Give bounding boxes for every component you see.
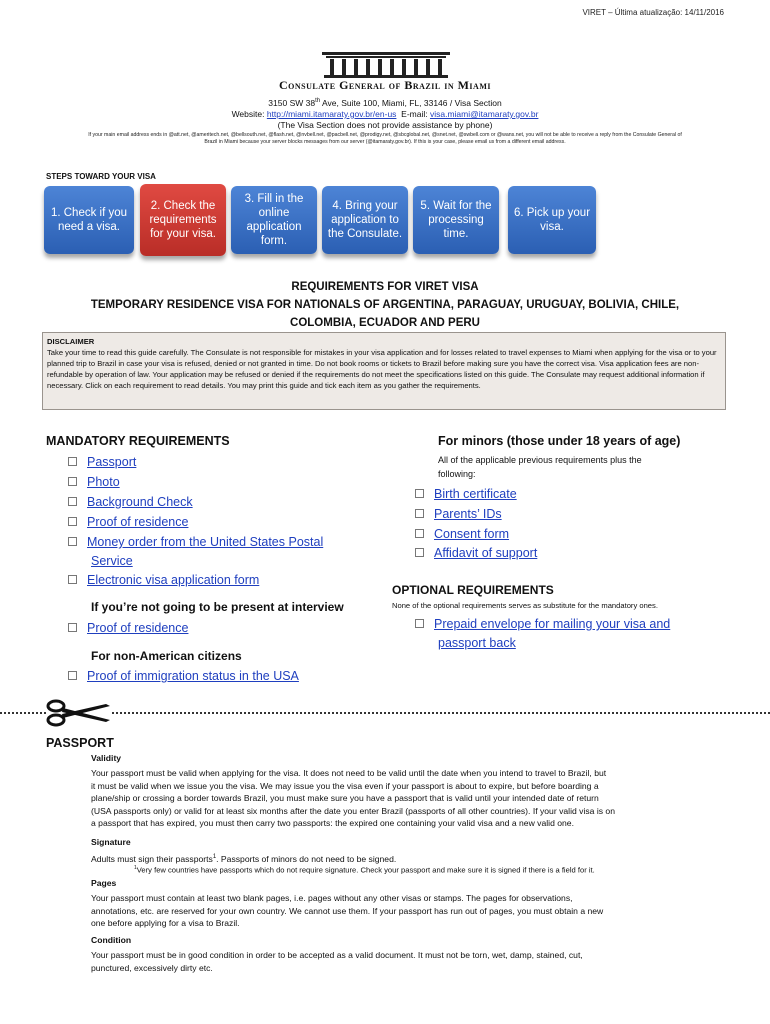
req-consent-link[interactable]: Consent form	[434, 527, 510, 541]
consulate-logo	[320, 50, 452, 80]
req-proof-residence-2[interactable]	[68, 619, 188, 638]
req-passport-link[interactable]: Passport	[87, 455, 137, 469]
condition-line: punctured, excessively dirty etc.	[91, 962, 213, 973]
email-link[interactable]: visa.miami@itamaraty.gov.br	[429, 108, 539, 119]
footnote-number: 1	[134, 865, 137, 871]
checkbox-icon[interactable]	[68, 537, 77, 546]
checkbox-icon[interactable]	[68, 671, 77, 680]
pages-line: one before applying for a visa to Brazil.	[91, 918, 240, 928]
validity-line: (USA passports only) or valid for at least six months after the date you enter Brazil (passports of all other countries). If your valid visa is on	[91, 805, 615, 816]
last-updated: VIRET – Última atualização: 14/11/2016	[582, 8, 724, 17]
validity-line: plane/ship or crossing a border towards Brazil, you must make sure you have a passport that is valid until your intended date of return	[91, 793, 599, 803]
req-background-link[interactable]: Background Check	[87, 495, 193, 509]
condition-line: Your passport must be in good condition in order to be accepted as a valid document. It must not be torn, wet, damp, stained, cut,	[91, 950, 583, 960]
email-warning	[40, 132, 730, 146]
pages-line: annotations, etc. are reserved for your own country. We cannot use them. If your passport has run out of pages, you must obtain a new	[91, 905, 604, 916]
signature-rest: . Passports of minors do not need to be signed.	[216, 853, 397, 864]
step-4-label: 4. Bring your application to the Consulate.	[327, 200, 403, 240]
requirements-title: REQUIREMENTS FOR VIRET VISA	[291, 281, 479, 293]
footnote-ref: 1	[212, 854, 217, 860]
consulate-title: Consulate General of Brazil in Miami	[279, 78, 491, 92]
req-proof-residence[interactable]	[68, 513, 188, 532]
req-photo-link[interactable]: Photo	[87, 475, 120, 489]
checkbox-icon[interactable]	[415, 619, 424, 628]
minors-intro-1: All of the applicable previous requirements plus the	[438, 455, 642, 465]
req-affidavit[interactable]	[415, 544, 537, 563]
step-3-label: 3. Fill in the online application form.	[244, 193, 304, 247]
checkbox-icon[interactable]	[415, 548, 424, 557]
req-parents-ids[interactable]	[415, 505, 502, 524]
checkbox-icon[interactable]	[68, 517, 77, 526]
req-consent-form[interactable]	[415, 525, 509, 544]
checkbox-icon[interactable]	[68, 575, 77, 584]
minors-intro-2: following:	[438, 469, 476, 479]
step-1-label: 1. Check if you need a visa.	[50, 207, 128, 233]
disclaimer-text: Take your time to read this guide carefully. The Consulate is not responsible for mistakes in your visa application and for losses related to travel expenses to Miami when applying for the visa or to your planned trip to Brazil in case your visa is refused, denied or not granted in time. Do not book rooms or tickets to Brazil before making sure you have the correct visa. Visa application fees are non-refundable by operation of law. Your application may be refused or denied if the requirements do not meet the specifications listed on this guide. The Consulate may request additional information if necessary. Click on each requirement to read details. You may print this guide and tick each item as you gather the requirements.	[47, 348, 717, 390]
cut-line	[0, 712, 770, 716]
address-sup: th	[315, 98, 321, 104]
req-electronic-form-link[interactable]: Electronic visa application form	[87, 573, 260, 587]
email-warning-line1: If your main email address ends in @att.net, @ameritech.net, @bellsouth.net, @flash.net, @nvbell.net, @pacbell.net, @prodigy.net, @sbcglobal.net, @snet.net, @swbell.com or @wans.net, you will not be able to receive a reply from the Consulate General of	[88, 132, 682, 138]
req-photo[interactable]	[68, 473, 120, 492]
checkbox-icon[interactable]	[68, 623, 77, 632]
req-passport[interactable]	[68, 453, 136, 472]
step-2-label: 2. Check the requirements for your visa.	[149, 200, 217, 240]
req-money-order-link-cont[interactable]: Service	[91, 554, 133, 568]
address-street: 3150 SW 38	[268, 97, 316, 108]
optional-heading: OPTIONAL REQUIREMENTS	[392, 583, 554, 597]
address-block	[0, 96, 770, 131]
req-envelope-link[interactable]: Prepaid envelope for mailing your visa and	[434, 617, 671, 631]
address-rest: Ave, Suite 100, Miami, FL, 33146 / Visa Section	[320, 97, 502, 108]
signature-heading: Signature	[91, 837, 131, 847]
checkbox-icon[interactable]	[68, 497, 77, 506]
phone-note: (The Visa Section does not provide assistance by phone)	[277, 119, 493, 130]
req-background-check[interactable]	[68, 493, 193, 512]
visa-title-line1: TEMPORARY RESIDENCE VISA FOR NATIONALS OF ARGENTINA, PARAGUAY, URUGUAY, BOLIVIA, CHILE,	[90, 299, 680, 311]
mandatory-heading: MANDATORY REQUIREMENTS	[46, 434, 230, 448]
checkbox-icon[interactable]	[415, 529, 424, 538]
validity-text	[91, 767, 731, 830]
req-birth-link[interactable]: Birth certificate	[434, 487, 517, 501]
checkbox-icon[interactable]	[68, 477, 77, 486]
req-money-order[interactable]	[68, 533, 323, 552]
disclaimer-box	[42, 332, 726, 410]
footnote-text: Very few countries have passports which do not require signature. Check your passport and make sure it is signed if there is a field for it.	[136, 865, 595, 875]
step-6-button[interactable]	[508, 186, 596, 254]
req-residence-link[interactable]: Proof of residence	[87, 515, 189, 529]
req-envelope-link-cont[interactable]: passport back	[438, 636, 516, 650]
step-2-button[interactable]	[140, 184, 226, 256]
passport-heading: PASSPORT	[46, 736, 114, 750]
optional-note: None of the optional requirements serves as substitute for the mandatory ones.	[392, 601, 658, 610]
email-warning-line2: Brazil in Miami because your server blocks messages from our server (@itamaraty.gov.br). If this is your case, please email us from a different email address.	[204, 139, 566, 145]
website-link[interactable]: http://miami.itamaraty.gov.br/en-us	[266, 108, 397, 119]
disclaimer-heading: DISCLAIMER	[47, 337, 95, 346]
req-parents-link[interactable]: Parents’ IDs	[434, 507, 502, 521]
condition-text	[91, 949, 731, 974]
validity-line: a passport that has expired, you must then carry two passports: the expired one containing your valid visa and a new valid one.	[91, 818, 574, 828]
req-birth-certificate[interactable]	[415, 485, 517, 504]
not-present-heading: If you’re not going to be present at interview	[91, 600, 344, 614]
steps-title: STEPS TOWARD YOUR VISA	[46, 172, 156, 181]
req-electronic-form[interactable]	[68, 571, 259, 590]
visa-title-line2: COLOMBIA, ECUADOR AND PERU	[290, 317, 480, 329]
condition-heading: Condition	[91, 935, 132, 945]
email-label: E-mail:	[396, 108, 430, 119]
step-5-button[interactable]	[413, 186, 499, 254]
step-4-button[interactable]	[322, 186, 408, 254]
checkbox-icon[interactable]	[415, 489, 424, 498]
scissors-icon	[46, 698, 112, 728]
req-affidavit-link[interactable]: Affidavit of support	[434, 546, 538, 560]
website-label: Website:	[231, 108, 267, 119]
req-money-order-link[interactable]: Money order from the United States Postal	[87, 535, 324, 549]
req-prepaid-envelope-cont[interactable]	[438, 634, 516, 653]
signature-line: Adults must sign their passports	[91, 853, 213, 864]
req-residence-2-link[interactable]: Proof of residence	[87, 621, 189, 635]
step-6-label: 6. Pick up your visa.	[513, 207, 591, 233]
validity-line: Your passport must be valid when applying for the visa. It does not need to be valid until the date when you intend to travel to Brazil, but	[91, 768, 607, 778]
validity-line: it must be valid when we issue you the visa. We may issue you the visa even if your passport is about to expire, but before boarding a	[91, 780, 599, 791]
req-immigration-status[interactable]	[68, 667, 299, 686]
validity-heading: Validity	[91, 753, 122, 763]
step-1-button[interactable]	[44, 186, 134, 254]
pages-line: Your passport must contain at least two blank pages, i.e. pages without any other visas or stamps. The pages for observations,	[91, 893, 573, 903]
step-3-button[interactable]	[231, 186, 317, 254]
checkbox-icon[interactable]	[415, 509, 424, 518]
minors-heading: For minors (those under 18 years of age)	[438, 434, 681, 448]
non-american-heading: For non-American citizens	[91, 649, 242, 663]
checkbox-icon[interactable]	[68, 457, 77, 466]
req-prepaid-envelope[interactable]	[415, 615, 670, 634]
req-money-order-cont[interactable]	[91, 552, 133, 571]
step-5-label: 5. Wait for the processing time.	[420, 200, 492, 240]
footnote	[134, 863, 595, 876]
req-immigration-link[interactable]: Proof of immigration status in the USA	[87, 669, 299, 683]
pages-text	[91, 892, 731, 930]
pages-heading: Pages	[91, 878, 117, 888]
